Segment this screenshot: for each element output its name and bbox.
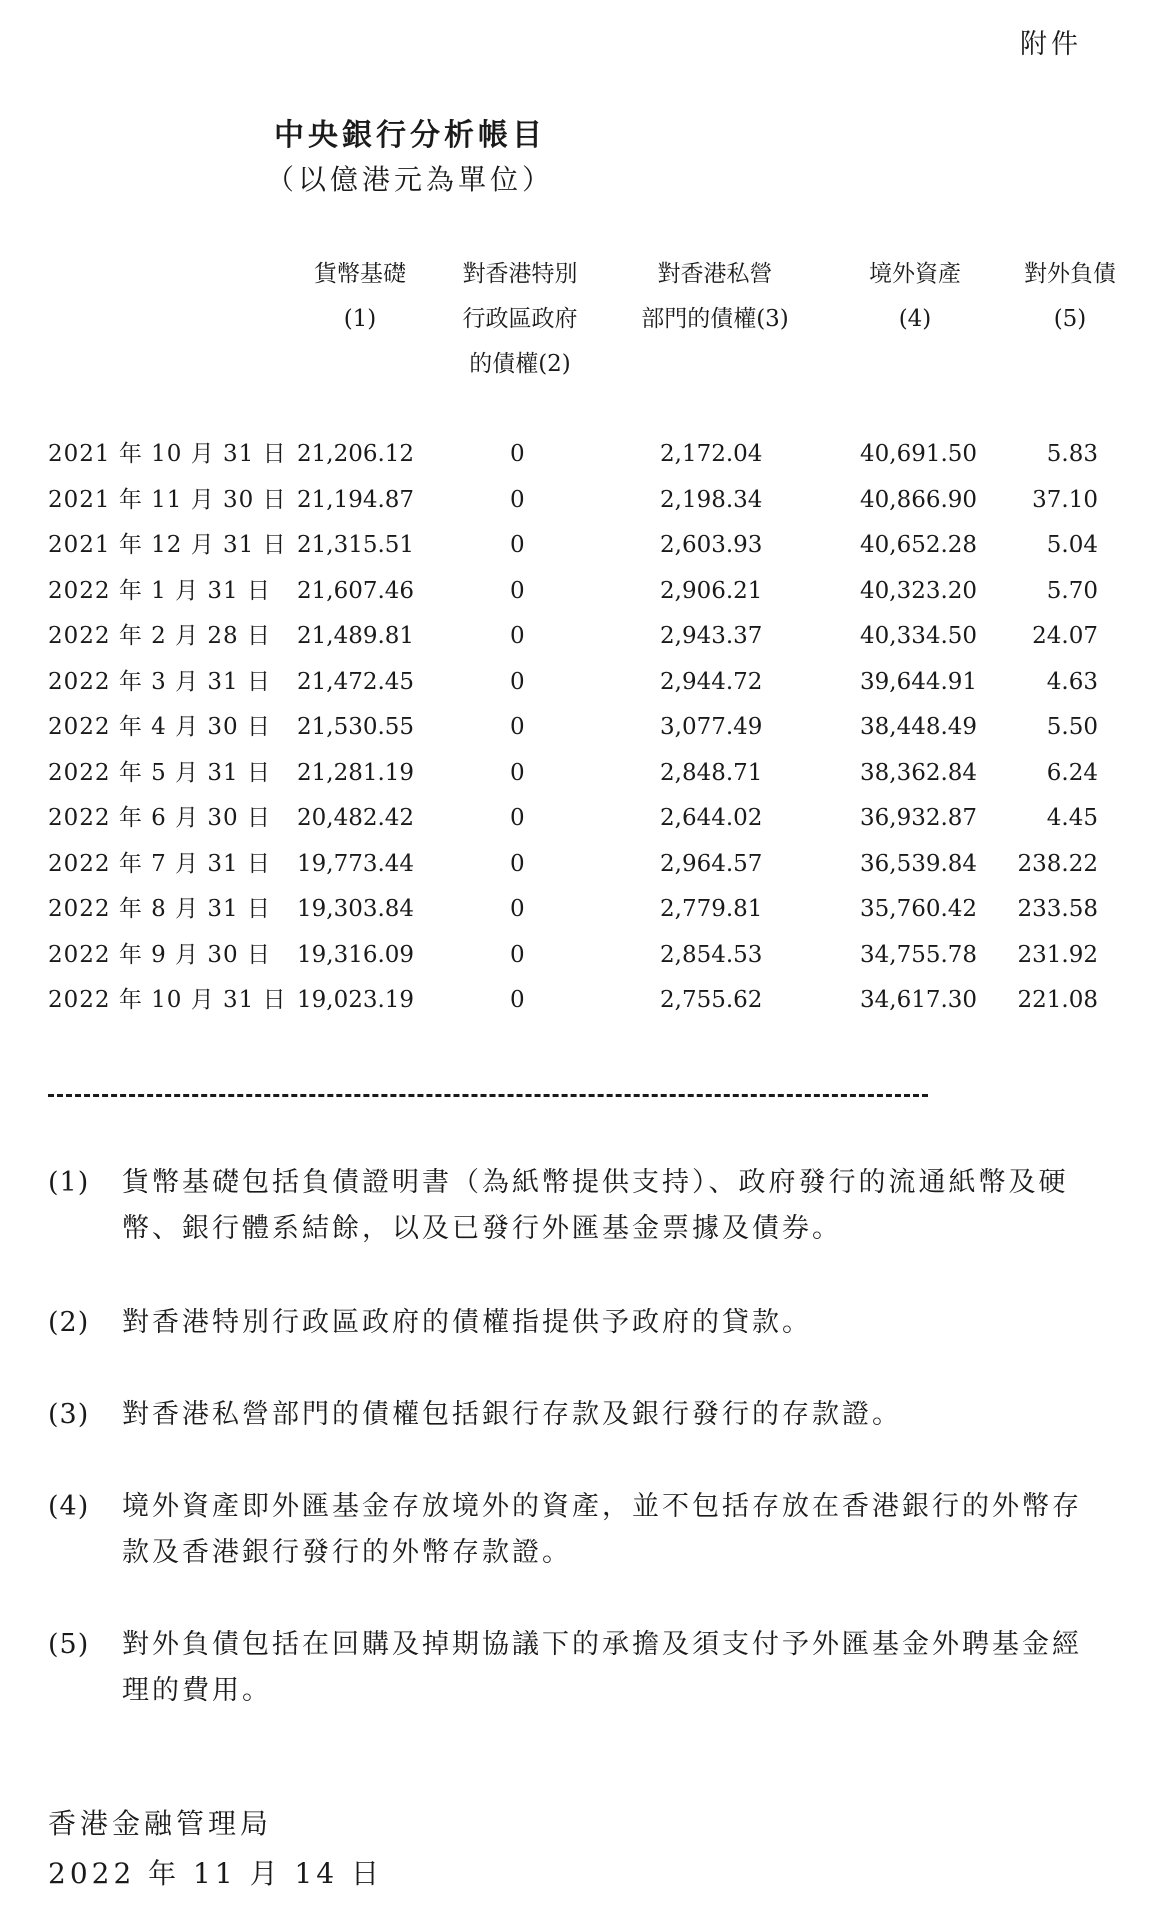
- column-header-line: 境外資產: [869, 261, 961, 287]
- column-header-line: (5): [1053, 306, 1087, 332]
- row-date: 2022 年 3 月 31 日: [48, 668, 271, 695]
- column-header-line: 貨幣基礎: [314, 261, 406, 287]
- table-row: [0, 705, 1170, 751]
- monetary-base-value: 21,281.19: [297, 759, 415, 786]
- claims-on-private-sector-value: 2,779.81: [660, 896, 763, 922]
- claims-on-private-sector-value: 2,943.37: [660, 623, 763, 649]
- foreign-assets-value: 38,448.49: [860, 714, 978, 740]
- claims-on-private-sector-value: 2,755.62: [660, 987, 763, 1013]
- column-header-monetary-base: [290, 252, 430, 342]
- row-date: 2021 年 11 月 30 日: [48, 486, 287, 513]
- note-text: 境外資產即外匯基金存放境外的資產，並不包括存放在香港銀行的外幣存款及香港銀行發行的外幣存款證。: [122, 1491, 1082, 1568]
- document-subtitle: （以億港元為單位）: [265, 163, 554, 196]
- foreign-liabilities-value: 233.58: [1017, 896, 1098, 922]
- claims-on-government-value: 0: [510, 668, 525, 695]
- monetary-base-value: 21,472.45: [297, 668, 415, 695]
- table-row: [0, 569, 1170, 615]
- row-date: 2022 年 4 月 30 日: [48, 714, 271, 740]
- claims-on-private-sector-value: 3,077.49: [660, 714, 763, 740]
- claims-on-private-sector-value: 2,848.71: [660, 759, 763, 786]
- claims-on-government-value: 0: [510, 987, 525, 1013]
- monetary-base-value: 21,489.81: [297, 623, 415, 649]
- claims-on-government-value: 0: [510, 623, 525, 649]
- table-row: [0, 523, 1170, 569]
- table-row: [0, 614, 1170, 660]
- foreign-liabilities-value: 231.92: [1017, 941, 1098, 968]
- foreign-liabilities-value: 6.24: [1046, 759, 1098, 786]
- annex-label: 附件: [1020, 29, 1082, 60]
- issuer-name: 香港金融管理局: [48, 1807, 273, 1840]
- note-text: 對香港私營部門的債權包括銀行存款及銀行發行的存款證。: [122, 1399, 902, 1430]
- column-header-foreign-liabilities: [1005, 252, 1135, 342]
- data-table: [0, 432, 1170, 1024]
- row-date: 2022 年 7 月 31 日: [48, 850, 271, 877]
- foreign-assets-value: 35,760.42: [860, 896, 978, 922]
- note-text: 對香港特別行政區政府的債權指提供予政府的貸款。: [122, 1307, 812, 1338]
- row-date: 2022 年 6 月 30 日: [48, 805, 271, 831]
- foreign-assets-value: 40,691.50: [860, 441, 978, 467]
- monetary-base-value: 19,316.09: [297, 941, 415, 968]
- column-header-line: 對外負債: [1024, 261, 1116, 287]
- foreign-liabilities-value: 4.63: [1046, 668, 1098, 695]
- note-text: 對外負債包括在回購及掉期協議下的承擔及須支付予外匯基金外聘基金經理的費用。: [122, 1629, 1082, 1706]
- notes-divider: [48, 1094, 928, 1097]
- claims-on-government-value: 0: [510, 714, 525, 740]
- foreign-assets-value: 40,334.50: [860, 623, 978, 649]
- column-header-line: 對香港特別: [462, 261, 578, 287]
- monetary-base-value: 21,530.55: [297, 714, 415, 740]
- note-number: (5): [48, 1629, 90, 1660]
- claims-on-government-value: 0: [510, 941, 525, 968]
- row-date: 2021 年 10 月 31 日: [48, 441, 287, 467]
- issue-date: 2022 年 11 月 14 日: [48, 1857, 384, 1890]
- column-header-claims-on-private-sector: [625, 252, 805, 342]
- foreign-liabilities-value: 24.07: [1032, 623, 1098, 649]
- document-title: 中央銀行分析帳目: [274, 118, 546, 153]
- claims-on-private-sector-value: 2,172.04: [660, 441, 763, 467]
- foreign-assets-value: 40,323.20: [860, 577, 978, 604]
- claims-on-government-value: 0: [510, 805, 525, 831]
- note-5: [48, 1622, 1098, 1714]
- foreign-liabilities-value: 4.45: [1046, 805, 1098, 831]
- foreign-assets-value: 39,644.91: [860, 668, 978, 695]
- column-header-line: 的債權(2): [469, 351, 571, 377]
- claims-on-private-sector-value: 2,644.02: [660, 805, 763, 831]
- note-text: 貨幣基礎包括負債證明書（為紙幣提供支持）、政府發行的流通紙幣及硬幣、銀行體系結餘，以及已發行外匯基金票據及債券。: [122, 1167, 1069, 1244]
- row-date: 2022 年 2 月 28 日: [48, 623, 271, 649]
- note-number: (1): [48, 1167, 90, 1198]
- foreign-assets-value: 40,652.28: [860, 532, 978, 558]
- note-3: [48, 1392, 1098, 1438]
- claims-on-government-value: 0: [510, 896, 525, 922]
- foreign-liabilities-value: 5.83: [1046, 441, 1098, 467]
- column-header-claims-on-government: [445, 252, 595, 387]
- table-row: [0, 887, 1170, 933]
- claims-on-government-value: 0: [510, 850, 525, 877]
- row-date: 2022 年 1 月 31 日: [48, 577, 271, 604]
- row-date: 2021 年 12 月 31 日: [48, 532, 287, 558]
- row-date: 2022 年 8 月 31 日: [48, 896, 271, 922]
- foreign-liabilities-value: 221.08: [1017, 987, 1098, 1013]
- column-header-line: 部門的債權(3): [641, 306, 789, 332]
- row-date: 2022 年 9 月 30 日: [48, 941, 271, 968]
- note-number: (3): [48, 1399, 90, 1430]
- monetary-base-value: 19,303.84: [297, 896, 415, 922]
- note-number: (4): [48, 1491, 90, 1522]
- claims-on-government-value: 0: [510, 532, 525, 558]
- claims-on-government-value: 0: [510, 577, 525, 604]
- claims-on-government-value: 0: [510, 486, 525, 513]
- foreign-assets-value: 40,866.90: [860, 486, 978, 513]
- note-2: [48, 1300, 1098, 1346]
- claims-on-private-sector-value: 2,603.93: [660, 532, 763, 558]
- monetary-base-value: 19,773.44: [297, 850, 415, 877]
- column-header-line: (1): [343, 306, 377, 332]
- monetary-base-value: 21,607.46: [297, 577, 415, 604]
- foreign-liabilities-value: 238.22: [1017, 850, 1098, 877]
- monetary-base-value: 21,206.12: [297, 441, 415, 467]
- column-header-foreign-assets: [845, 252, 985, 342]
- monetary-base-value: 20,482.42: [297, 805, 415, 831]
- row-date: 2022 年 10 月 31 日: [48, 987, 287, 1013]
- foreign-liabilities-value: 5.50: [1046, 714, 1098, 740]
- table-row: [0, 933, 1170, 979]
- claims-on-private-sector-value: 2,944.72: [660, 668, 763, 695]
- note-4: [48, 1484, 1098, 1576]
- monetary-base-value: 21,315.51: [297, 532, 415, 558]
- claims-on-private-sector-value: 2,964.57: [660, 850, 763, 877]
- foreign-assets-value: 34,617.30: [860, 987, 978, 1013]
- foreign-liabilities-value: 5.70: [1046, 577, 1098, 604]
- monetary-base-value: 21,194.87: [297, 486, 415, 513]
- table-row: [0, 978, 1170, 1024]
- table-row: [0, 751, 1170, 797]
- foreign-assets-value: 36,932.87: [860, 805, 978, 831]
- column-header-line: 行政區政府: [462, 306, 578, 332]
- foreign-assets-value: 34,755.78: [860, 941, 978, 968]
- monetary-base-value: 19,023.19: [297, 987, 415, 1013]
- foreign-liabilities-value: 5.04: [1046, 532, 1098, 558]
- claims-on-government-value: 0: [510, 759, 525, 786]
- table-row: [0, 478, 1170, 524]
- claims-on-private-sector-value: 2,198.34: [660, 486, 763, 513]
- table-row: [0, 796, 1170, 842]
- foreign-liabilities-value: 37.10: [1032, 486, 1098, 513]
- claims-on-private-sector-value: 2,906.21: [660, 577, 763, 604]
- foreign-assets-value: 36,539.84: [860, 850, 978, 877]
- claims-on-private-sector-value: 2,854.53: [660, 941, 763, 968]
- table-row: [0, 660, 1170, 706]
- foreign-assets-value: 38,362.84: [860, 759, 978, 786]
- claims-on-government-value: 0: [510, 441, 525, 467]
- table-row: [0, 842, 1170, 888]
- table-row: [0, 432, 1170, 478]
- column-header-line: 對香港私營: [657, 261, 773, 287]
- note-1: [48, 1160, 1098, 1252]
- column-header-line: (4): [898, 306, 932, 332]
- row-date: 2022 年 5 月 31 日: [48, 759, 271, 786]
- note-number: (2): [48, 1307, 90, 1338]
